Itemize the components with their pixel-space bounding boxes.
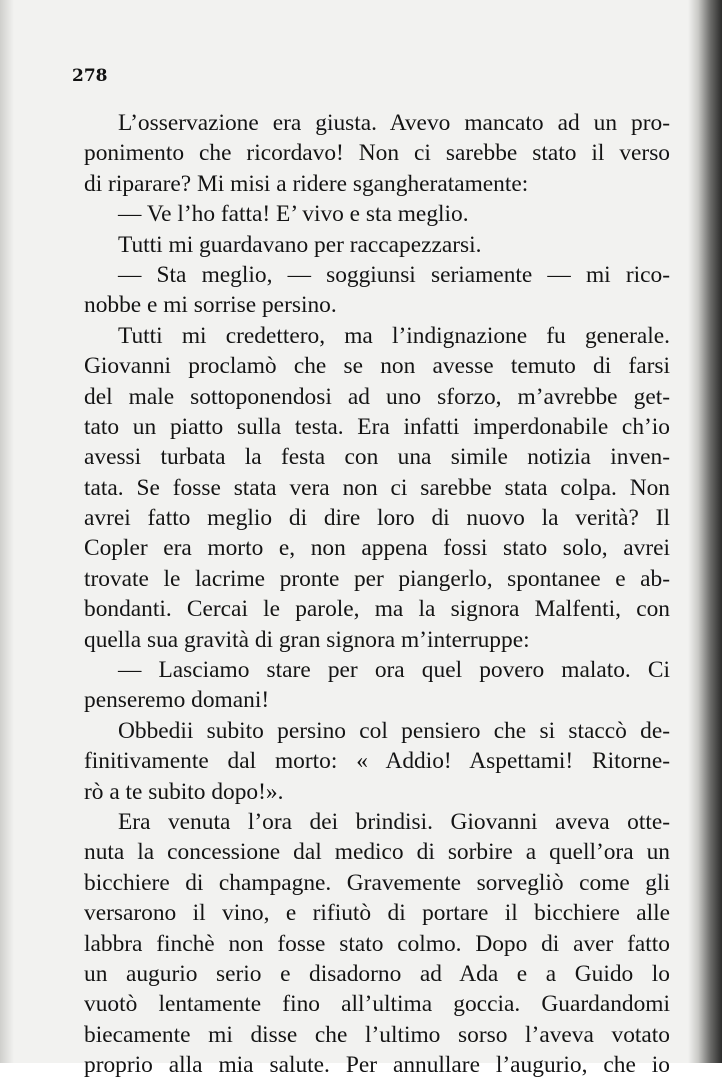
page-edge-shadow <box>0 0 14 1063</box>
text-line: nobbe e mi sorrise persino. <box>84 292 337 319</box>
text-line: avessi turbata la festa con una simile notizia inven- <box>84 444 670 471</box>
text-line: finitivamente dal morto: « Addio! Aspettami! Ritorne- <box>84 748 670 775</box>
text-line: un augurio serio e disadorno ad Ada e a Guido lo <box>84 960 670 987</box>
text-line: — Lasciamo stare per ora quel povero malato. Ci <box>118 657 670 684</box>
text-line: tato un piatto sulla testa. Era infatti imperdonabile ch’io <box>84 413 670 440</box>
text-line: Tutti mi guardavano per raccapezzarsi. <box>118 231 482 258</box>
text-line: tata. Se fosse stata vera non ci sarebbe stata colpa. Non <box>84 474 670 501</box>
text-line: proprio alla mia salute. Per annullare l’augurio, che io <box>84 1052 670 1079</box>
text-line: versarono il vino, e rifiutò di portare il bicchiere alle <box>84 900 670 927</box>
page-number: 278 <box>72 66 108 86</box>
text-line: labbra finchè non fosse stato colmo. Dopo di aver fatto <box>84 930 670 957</box>
book-gutter-shadow <box>688 0 722 1063</box>
text-line: Obbedii subito persino col pensiero che si staccò de- <box>118 717 670 744</box>
text-line: avrei fatto meglio di dire loro di nuovo la verità? Il <box>84 505 670 532</box>
text-line: rò a te subito dopo!». <box>84 778 284 805</box>
text-line: — Ve l’ho fatta! E’ vivo e sta meglio. <box>118 201 469 228</box>
body-text <box>84 108 670 1081</box>
text-line: di riparare? Mi misi a ridere sgangheratamente: <box>84 170 529 197</box>
text-line: del male sottoponendosi ad uno sforzo, m’avrebbe get- <box>84 383 670 410</box>
text-line: vuotò lentamente fino all’ultima goccia. Guardandomi <box>84 991 670 1018</box>
text-line: penseremo domani! <box>84 687 270 714</box>
text-line: trovate le lacrime pronte per piangerlo, spontanee e ab- <box>84 565 670 592</box>
text-line: L’osservazione era giusta. Avevo mancato ad un pro- <box>118 110 670 136</box>
text-line: bicchiere di champagne. Gravemente sorvegliò come gli <box>84 869 670 896</box>
text-line: Copler era morto e, non appena fossi stato solo, avrei <box>84 535 670 562</box>
text-line: nuta la concessione dal medico di sorbire a quell’ora un <box>84 839 670 866</box>
text-line: Giovanni proclamò che se non avesse temuto di farsi <box>84 353 670 380</box>
text-line: Tutti mi credettero, ma l’indignazione fu generale. <box>118 322 670 349</box>
text-line: bondanti. Cercai le parole, ma la signora Malfenti, con <box>84 596 670 623</box>
text-line: quella sua gravità di gran signora m’interruppe: <box>84 626 530 653</box>
text-line: ponimento che ricordavo! Non ci sarebbe stato il verso <box>84 140 670 167</box>
text-line: — Sta meglio, — soggiunsi seriamente — mi rico- <box>118 261 670 288</box>
text-line: Era venuta l’ora dei brindisi. Giovanni aveva otte- <box>118 808 670 835</box>
text-line: biecamente mi disse che l’ultimo sorso l’aveva votato <box>84 1021 670 1048</box>
